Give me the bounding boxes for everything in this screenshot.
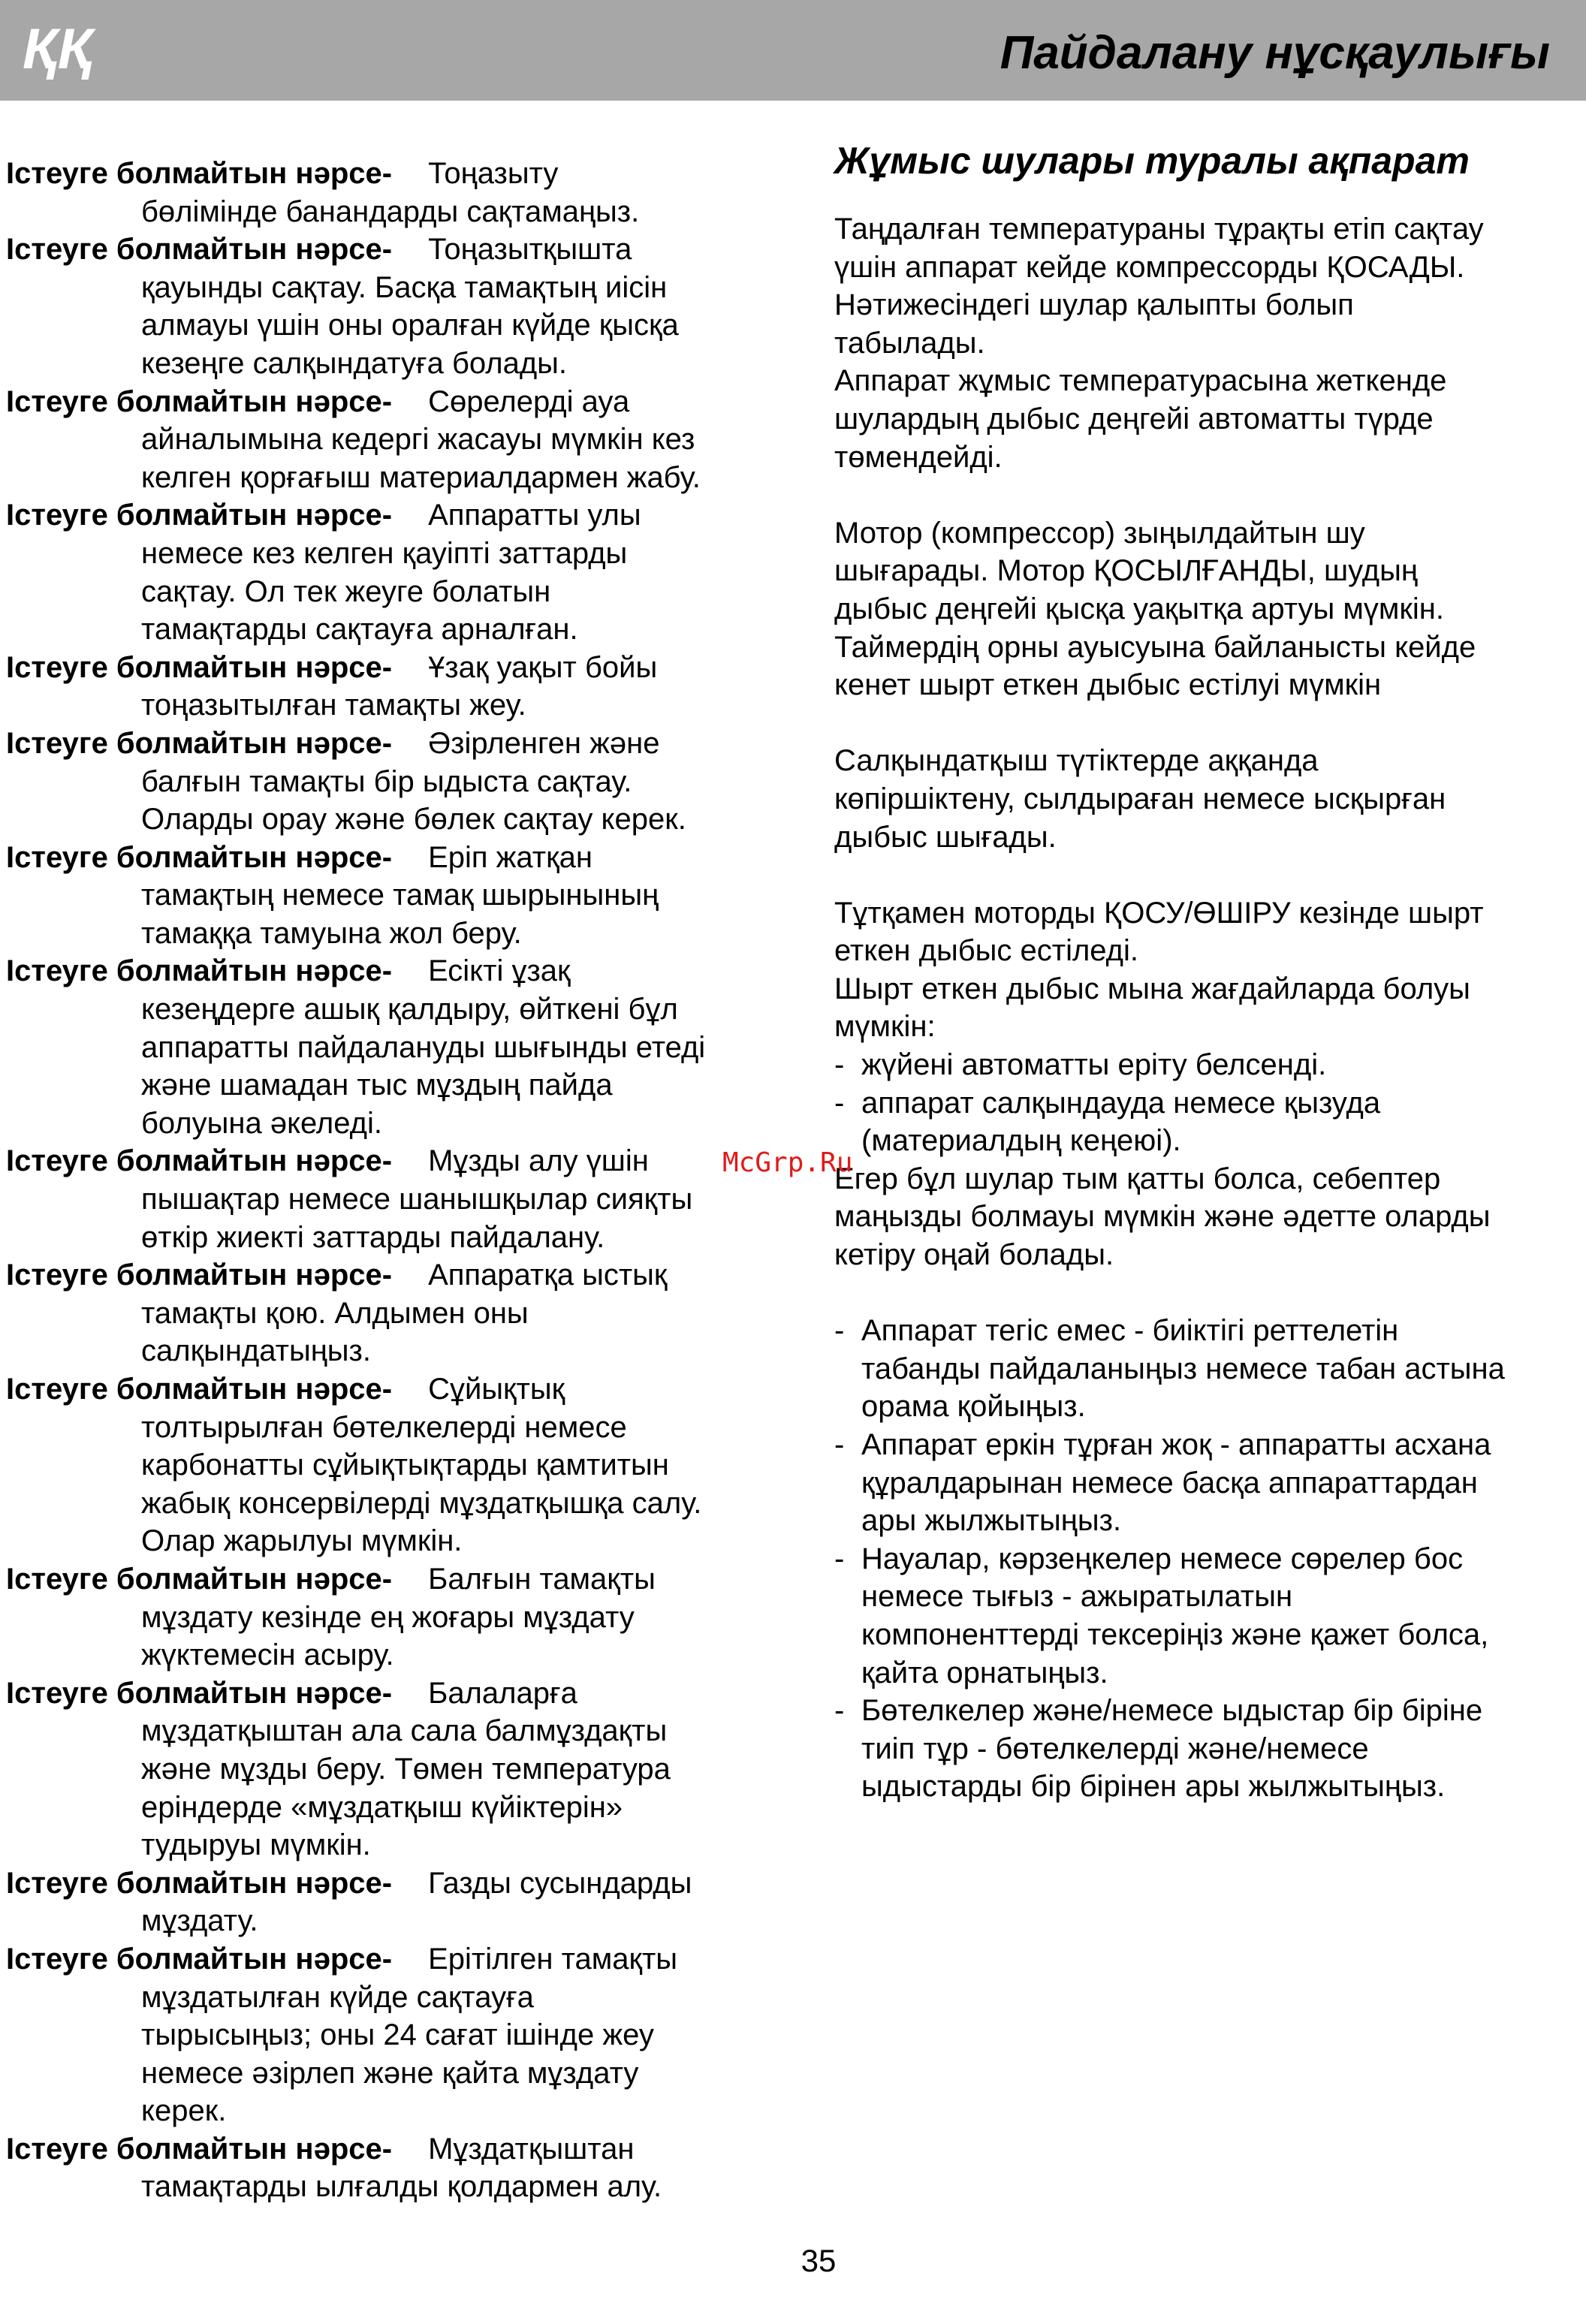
dont-text: Тоңазытқышта — [428, 233, 632, 267]
dont-item — [6, 1940, 787, 2130]
dont-label: Істеуге болмайтын нәрсе- — [6, 726, 393, 760]
dont-label: Істеуге болмайтын нәрсе- — [6, 954, 393, 988]
watermark: McGrp.Ru — [722, 1147, 853, 1178]
bullet-dash: - — [834, 1428, 845, 1461]
dont-label: Істеуге болмайтын нәрсе- — [6, 1144, 393, 1178]
dont-text: немесе әзірлеп және қайта мұздату — [141, 2056, 639, 2090]
list-item — [834, 1426, 1578, 1540]
list-item — [834, 1084, 1578, 1160]
text-line: Таймердің орны ауысуына байланысты кейде — [834, 630, 1476, 664]
dont-text: мұздату. — [141, 1904, 258, 1938]
list-text: тиіп тұр - бөтелкелерді және/немесе — [861, 1732, 1369, 1765]
text-line: Мотор (компрессор) зыңылдайтын шу — [834, 516, 1365, 550]
dont-text: тамақтың немесе тамақ шырынының — [141, 879, 659, 912]
dont-label: Істеуге болмайтын нәрсе- — [6, 499, 393, 532]
dont-text: Сөрелерді ауа — [428, 384, 630, 418]
text-line: маңызды болмауы мүмкін және әдетте оларды — [834, 1200, 1491, 1234]
dont-item — [6, 1256, 787, 1370]
list-text: ары жылжытыңыз. — [861, 1504, 1122, 1538]
dont-text: тамаққа тамуына жол беру. — [141, 916, 522, 950]
text-line: Таңдалған температураны тұрақты етіп сақтау — [834, 213, 1484, 246]
dont-text: Есікті ұзақ — [428, 954, 571, 988]
dont-item — [6, 649, 787, 725]
dont-label: Істеуге болмайтын нәрсе- — [6, 840, 393, 874]
dont-text: Ұзақ уақыт бойы — [428, 650, 658, 684]
text-line: Тұтқамен моторды ҚОСУ/ӨШІРУ кезінде шырт — [834, 896, 1484, 930]
dont-text: салқындатыңыз. — [141, 1334, 371, 1368]
section-title: Жұмыс шулары туралы ақпарат — [834, 140, 1470, 182]
dont-text: Газды сусындарды — [428, 1866, 692, 1900]
click-causes-list — [834, 1046, 1578, 1160]
dont-text: Еріп жатқан — [428, 840, 592, 874]
noise-info-section — [834, 134, 1578, 1806]
list-text: компоненттерді тексеріңіз және қажет болса, — [861, 1617, 1489, 1651]
dont-item — [6, 725, 787, 839]
dont-text: айналымына кедергі жасауы мүмкін кез — [141, 423, 695, 457]
dont-text: толтырылған бөтелкелерді немесе — [141, 1410, 627, 1444]
dont-text: пышақтар немесе шанышқылар сияқты — [141, 1183, 693, 1216]
dont-text: сақтау. Ол тек жеуге болатын — [141, 574, 551, 608]
list-text: құралдарынан немесе басқа аппараттардан — [861, 1466, 1478, 1500]
list-item — [834, 1046, 1578, 1084]
list-text: қайта орнатыңыз. — [861, 1656, 1108, 1689]
list-text: немесе тығыз - ажыратылатын — [861, 1580, 1293, 1614]
dont-item — [6, 2130, 787, 2206]
dont-text: аппаратты пайдалануды шығынды етеді — [141, 1030, 706, 1064]
dont-text: тудыруы мүмкін. — [141, 1828, 371, 1862]
dont-text: немесе кез келген қауіпті заттарды — [141, 536, 628, 570]
dont-text: жабық консервілерді мұздатқышқа салу. — [141, 1486, 702, 1520]
dont-text: балғын тамақты бір ыдыста сақтау. — [141, 764, 632, 798]
dont-text: кезеңге салқындатуға болады. — [141, 346, 568, 380]
dont-label: Істеуге болмайтын нәрсе- — [6, 650, 393, 684]
dont-item — [6, 1674, 787, 1864]
text-line: Шырт еткен дыбыс мына жағдайларда болуы — [834, 972, 1470, 1005]
dont-item — [6, 1864, 787, 1940]
dont-item — [6, 1370, 787, 1560]
list-text: Аппарат тегіс емес - биіктігі реттелетін — [861, 1314, 1399, 1348]
text-line: мүмкін: — [834, 1010, 936, 1044]
text-line: кетіру оңай болады. — [834, 1238, 1114, 1272]
dont-item — [6, 155, 787, 231]
dont-item — [6, 1560, 787, 1674]
text-line: Нәтижесіндегі шулар қалыпты болып — [834, 288, 1354, 322]
page-number: 35 — [801, 2243, 837, 2278]
text-line: төмендейді. — [834, 440, 1003, 474]
dont-label: Істеуге болмайтын нәрсе- — [6, 1258, 393, 1292]
text-line: еткен дыбыс естіледі. — [834, 934, 1138, 968]
dont-item — [6, 496, 787, 648]
list-item — [834, 1540, 1578, 1692]
dont-label: Істеуге болмайтын нәрсе- — [6, 157, 393, 190]
dont-label: Істеуге болмайтын нәрсе- — [6, 1373, 393, 1406]
paragraph-coolant — [834, 742, 1578, 856]
dont-item — [6, 383, 787, 497]
text-line: үшін аппарат кейде компрессорды ҚОСАДЫ. — [834, 250, 1465, 284]
paragraph-motor — [834, 514, 1578, 704]
dont-label: Істеуге болмайтын нәрсе- — [6, 384, 393, 418]
bullet-dash: - — [834, 1694, 845, 1728]
dont-text: Олар жарылуы мүмкін. — [141, 1524, 463, 1558]
bullet-dash: - — [834, 1086, 845, 1120]
dont-text: Сұйықтық — [428, 1373, 565, 1406]
bullet-dash: - — [834, 1314, 845, 1348]
list-text: ыдыстарды бір бірінен ары жылжытыңыз. — [861, 1770, 1446, 1804]
dont-text: кезеңдерге ашық қалдыру, өйткені бұл — [141, 993, 678, 1026]
dont-text: тырысыңыз; оны 24 сағат ішінде жеу — [141, 2018, 654, 2052]
dont-item — [6, 231, 787, 382]
list-text: Науалар, кәрзеңкелер немесе сөрелер бос — [861, 1542, 1464, 1575]
dont-text: болуына әкеледі. — [141, 1106, 382, 1140]
dont-text: Оларды орау және бөлек сақтау керек. — [141, 803, 686, 836]
dont-text: Тоңазыту — [428, 157, 559, 190]
list-text: табанды пайдаланыңыз немесе табан астына — [861, 1352, 1505, 1385]
dont-text: қауынды сақтау. Басқа тамақтың иісін — [141, 270, 668, 304]
text-line: дыбыс шығады. — [834, 820, 1057, 854]
text-line: Аппарат жұмыс температурасына жеткенде — [834, 364, 1447, 398]
page-header — [0, 0, 1586, 101]
list-text: Аппарат еркін тұрған жоқ - аппаратты асхана — [861, 1428, 1491, 1461]
dont-item — [6, 839, 787, 953]
list-text: (материалдың кеңеюі). — [861, 1124, 1181, 1158]
dont-text: Аппаратты улы — [428, 499, 641, 532]
dont-label: Істеуге болмайтын нәрсе- — [6, 1942, 393, 1976]
paragraph-compressor — [834, 210, 1578, 476]
text-line: шығарады. Мотор ҚОСЫЛҒАНДЫ, шудың — [834, 554, 1418, 588]
dont-text: керек. — [141, 2094, 227, 2128]
dont-text: Ерітілген тамақты — [428, 1942, 678, 1976]
dont-text: Балғын тамақты — [428, 1562, 656, 1596]
text-line: көпіршіктену, сылдыраған немесе ысқырған — [834, 782, 1446, 815]
dont-text: тамақтарды ылғалды қолдармен алу. — [141, 2170, 662, 2204]
text-line: Егер бұл шулар тым қатты болса, себептер — [834, 1162, 1441, 1195]
bullet-dash: - — [834, 1542, 845, 1575]
dont-text: және мұзды беру. Төмен температура — [141, 1752, 671, 1786]
text-line: Салқындатқыш түтіктерде аққанда — [834, 744, 1319, 778]
dont-text: алмауы үшін оны оралған күйде қысқа — [141, 309, 679, 342]
list-item — [834, 1692, 1578, 1806]
dont-text: Мұздатқыштан — [428, 2132, 635, 2166]
dont-text: тоңазытылған тамақты жеу. — [141, 689, 526, 722]
dont-label: Істеуге болмайтын нәрсе- — [6, 1676, 393, 1710]
dont-text: карбонатты сұйықтықтарды қамтитын — [141, 1448, 669, 1482]
dont-text: Аппаратқа ыстық — [428, 1258, 668, 1292]
dont-item — [6, 952, 787, 1142]
bullet-dash: - — [834, 1048, 845, 1082]
language-code: ҚҚ — [23, 17, 93, 81]
text-line: шулардың дыбыс деңгейі автоматты түрде — [834, 402, 1434, 436]
dont-text: өткір жиекті заттарды пайдалану. — [141, 1220, 605, 1254]
dont-text: жүктемесін асыру. — [141, 1638, 394, 1672]
text-line: кенет шырт еткен дыбыс естілуі мүмкін — [834, 668, 1382, 702]
dont-text: тамақтарды сақтауға арналған. — [141, 613, 578, 647]
paragraph-loud-noise — [834, 1160, 1578, 1274]
dont-text: мұздату кезінде ең жоғары мұздату — [141, 1600, 635, 1634]
dont-text: мұздатқыштан ала сала балмұздақты — [141, 1714, 668, 1748]
dont-text: еріндерде «мұздатқыш күйіктерін» — [141, 1790, 623, 1824]
list-item — [834, 1312, 1578, 1426]
dont-text: Мұзды алу үшін — [428, 1144, 649, 1178]
dont-text: және шамадан тыс мұздың пайда — [141, 1069, 613, 1102]
paragraph-click — [834, 894, 1578, 1046]
dont-item — [6, 1142, 787, 1256]
list-text: Бөтелкелер және/немесе ыдыстар бір біріне — [861, 1694, 1483, 1728]
manual-title: Пайдалану нұсқаулығы — [1000, 27, 1550, 79]
dont-label: Істеуге болмайтын нәрсе- — [6, 1866, 393, 1900]
dont-text: мұздатылған күйде сақтауға — [141, 1980, 534, 2014]
noise-fixes-list — [834, 1312, 1578, 1806]
dont-text: тамақты қою. Алдымен оны — [141, 1296, 529, 1330]
dont-label: Істеуге болмайтын нәрсе- — [6, 2132, 393, 2166]
list-text: аппарат салқындауда немесе қызуда — [861, 1086, 1381, 1120]
text-line: табылады. — [834, 326, 985, 360]
text-line: дыбыс деңгейі қысқа уақытқа артуы мүмкін. — [834, 592, 1445, 625]
list-text: жүйені автоматты еріту белсенді. — [861, 1048, 1327, 1082]
dont-text: бөлімінде банандарды сақтамаңыз. — [141, 194, 640, 228]
list-text: орама қойыңыз. — [861, 1390, 1086, 1424]
dont-text: келген қорғағыш материалдармен жабу. — [141, 460, 701, 494]
donts-list — [6, 155, 787, 2206]
dont-label: Істеуге болмайтын нәрсе- — [6, 1562, 393, 1596]
dont-text: Әзірленген және — [428, 726, 660, 760]
dont-label: Істеуге болмайтын нәрсе- — [6, 233, 393, 267]
dont-text: Балаларға — [428, 1676, 577, 1710]
